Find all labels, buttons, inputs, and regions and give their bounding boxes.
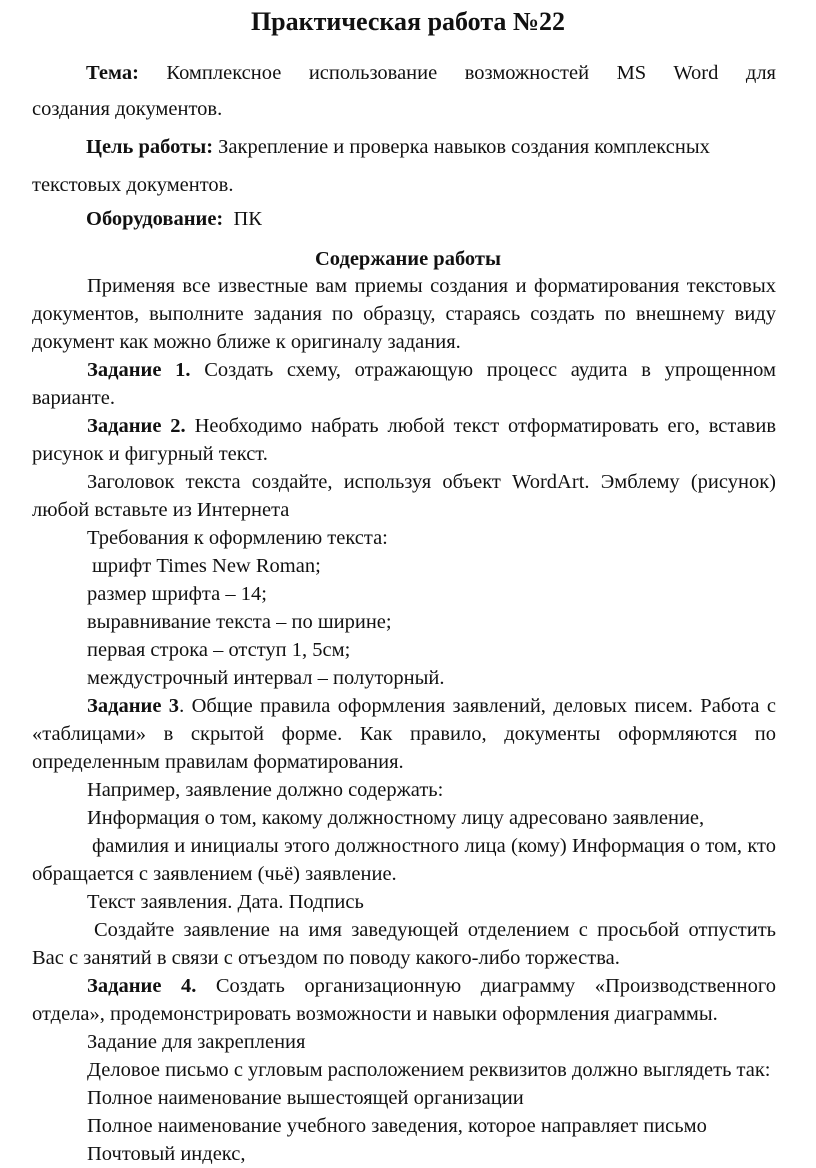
consolidation-title: Задание для закрепления [87,1031,306,1053]
task3-text: . Общие правила оформления заявлений, деловых писем. Работа с «таблицами» в скрытой форме. Как правило, документы оформляются по определенным правилам форматирования. [32,695,776,773]
equipment-block [32,203,776,235]
intro-paragraph: Применяя все известные вам приемы создания и форматирования текстовых документов, выполните задания по образцу, стараясь создать по внешнему виду документ как можно ближе к оригиналу задания. [32,275,776,353]
task2-paragraph [32,412,776,468]
task2-label: Задание 2. [87,415,186,437]
requirement-item: размер шрифта – 14; [87,583,267,605]
task1-text: Создать схему, отражающую процесс аудита в упрощенном варианте. [32,359,777,409]
equipment-label: Оборудование: [86,208,224,230]
requirement-item: выравнивание текста – по ширине; [87,611,392,633]
task1-paragraph [32,356,776,412]
task4-text: Создать организационную диаграмму «Производственного отдела», продемонстрировать возможности и навыки оформления диаграммы. [32,975,777,1025]
topic-text-2: создания документов. [32,98,223,120]
consolidation-item: Полное наименование учебного заведения, которое направляет письмо [87,1115,707,1137]
topic-label: Тема: [86,62,139,84]
consolidation-item: Полное наименование вышестоящей организации [87,1087,524,1109]
requirement-item: шрифт Times New Roman; [92,555,321,577]
task3-text-date: Текст заявления. Дата. Подпись [87,891,364,913]
task3-label: Задание 3 [87,695,180,717]
goal-line-1 [32,128,776,166]
goal-text-2: текстовых документов. [32,174,234,196]
topic-text-1: Комплексное использование возможностей MS Word для [166,62,776,84]
task3-info: Информация о том, какому должностному лицу адресовано заявление, [87,807,705,829]
goal-text-1: Закрепление и проверка навыков создания комплексных [218,136,710,158]
content-heading: Содержание работы [315,248,501,270]
requirements-title: Требования к оформлению текста: [87,527,388,549]
task3-paragraph [32,692,776,776]
equipment-value: ПК [233,208,262,230]
consolidation-item: Почтовый индекс, [87,1143,246,1165]
requirement-item: первая строка – отступ 1, 5см; [87,639,351,661]
page-title: Практическая работа №22 [250,7,566,36]
requirement-item: междустрочный интервал – полуторный. [87,667,445,689]
task3-info-2: фамилия и инициалы этого должностного лица (кому) Информация о том, кто обращается с заявлением (чьё) заявление. [32,835,776,885]
task4-label: Задание 4. [87,975,197,997]
content-body [32,272,776,1168]
task2-text: Необходимо набрать любой текст отформатировать его, вставив рисунок и фигурный текст. [32,415,776,465]
task3-example: Например, заявление должно содержать: [87,779,444,801]
goal-label: Цель работы: [86,136,214,158]
task3-create: Создайте заявление на имя заведующей отделением с просьбой отпустить Вас с занятий в связи с отъездом по поводу какого-либо торжества. [32,919,776,969]
goal-block [32,128,776,204]
task1-label: Задание 1. [87,359,191,381]
task2-note: Заголовок текста создайте, используя объект WordArt. Эмблему (рисунок) любой вставьте из Интернета [32,471,776,521]
task4-paragraph [32,972,776,1028]
topic-line-1 [32,55,776,91]
topic-block [32,55,776,127]
consolidation-letter: Деловое письмо с угловым расположением реквизитов должно выглядеть так: [87,1059,771,1081]
